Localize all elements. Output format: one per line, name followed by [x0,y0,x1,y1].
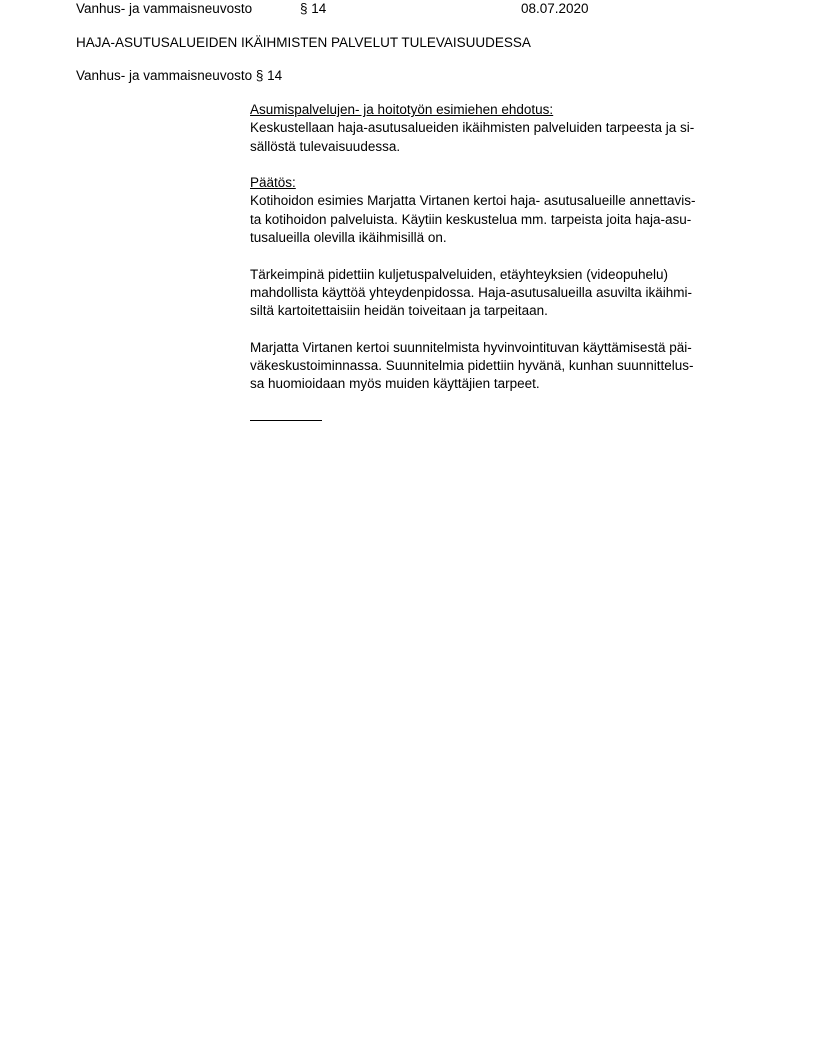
page-title: HAJA-ASUTUSALUEIDEN IKÄIHMISTEN PALVELUT TULEVAISUUDESSA [76,35,531,50]
body-block [250,101,740,394]
decision-line: väkeskustoiminnassa. Suunnitelmia pidettiin hyvänä, kunhan suunnittelus- [250,358,694,374]
decision-line: ta kotihoidon palveluista. Käytiin keskustelua mm. tarpeista joita haja-asu- [250,211,692,227]
header-organ: Vanhus- ja vammaisneuvosto [76,1,253,16]
decision-line: siltä kartoitettaisiin heidän toiveitaan ja tarpeitaan. [250,303,548,319]
decision-line: Kotihoidon esimies Marjatta Virtanen kertoi haja- asutusalueille annettavis- [250,193,696,209]
subheading: Vanhus- ja vammaisneuvosto § 14 [76,68,283,83]
decision-line: Marjatta Virtanen kertoi suunnitelmista hyvinvointituvan käyttämisestä päi- [250,339,692,355]
signature-line [250,420,322,421]
decision-line: mahdollista käyttöä yhteydenpidossa. Haja-asutusalueilla asuvilta ikäihmi- [250,284,692,300]
decision-line: tusalueilla olevilla ikäihmisillä on. [250,230,447,246]
proposal-line: Keskustellaan haja-asutusalueiden ikäihmisten palveluiden tarpeesta ja si- [250,120,695,136]
proposal-label: Asumispalvelujen- ja hoitotyön esimiehen ehdotus: [250,102,554,117]
decision-line: Tärkeimpinä pidettiin kuljetuspalveluiden, etäyhteyksien (videopuhelu) [250,266,668,282]
header-section: § 14 [300,1,327,16]
decision-label: Päätös: [250,175,296,191]
header-date: 08.07.2020 [521,1,589,16]
proposal-line: sällöstä tulevaisuudessa. [250,138,401,154]
decision-line: sa huomioidaan myös muiden käyttäjien tarpeet. [250,376,540,392]
